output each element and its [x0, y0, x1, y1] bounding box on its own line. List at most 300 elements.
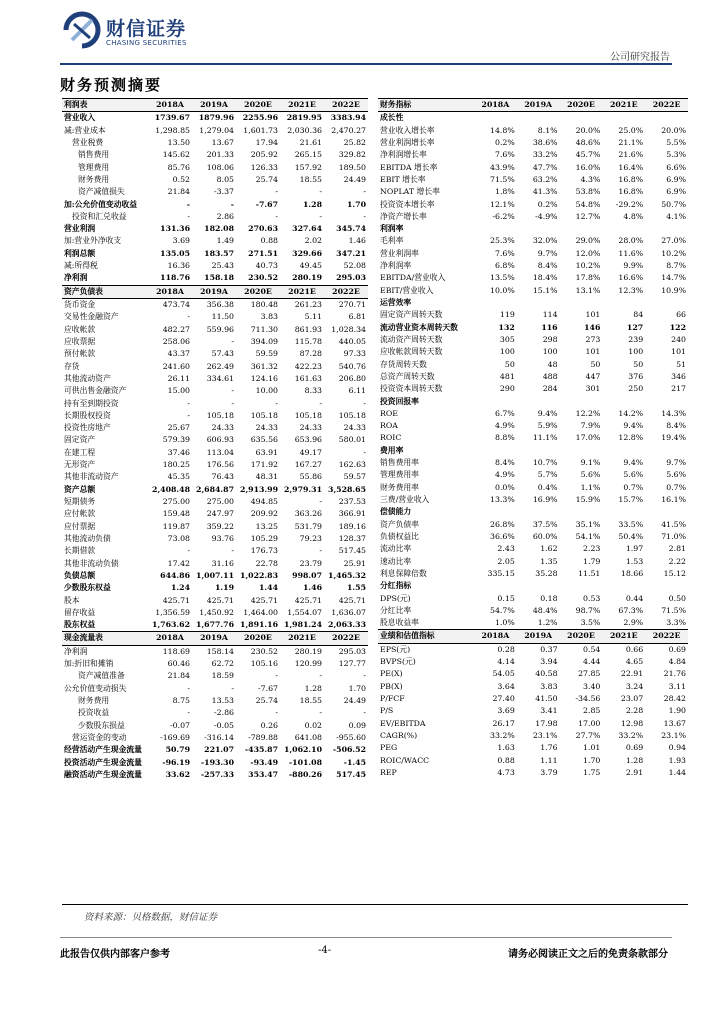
cell-value: 488 — [542, 371, 558, 381]
cell-value: - — [187, 708, 190, 718]
table-row — [62, 545, 368, 557]
cell-value: 33.5% — [618, 519, 644, 529]
row-label: 应收帐款 — [64, 324, 96, 334]
right-indicator-table — [378, 98, 688, 779]
cell-value — [560, 445, 603, 457]
cell-value: 157.92 — [294, 162, 322, 172]
cell-value: 2022E — [324, 632, 368, 645]
cell-value: 76.43 — [211, 472, 234, 482]
cell-value: 24.33 — [255, 423, 278, 433]
cell-value: -0.07 — [170, 720, 190, 730]
cell-value: 124.16 — [250, 373, 278, 383]
table-row — [62, 125, 368, 137]
cell-value: 295.03 — [338, 646, 366, 656]
cell-value: 295.03 — [336, 273, 366, 283]
cell-value: 27.0% — [661, 236, 686, 246]
cell-value: 1,636.07 — [331, 607, 366, 617]
row-label: 销售费用率 — [380, 458, 419, 468]
table-row — [62, 162, 368, 174]
cell-value: 425.71 — [162, 595, 190, 605]
cell-value: 531.79 — [294, 521, 322, 531]
cell-value: 114 — [542, 310, 558, 320]
cell-value — [645, 396, 688, 408]
cell-value: 25.3% — [490, 236, 515, 246]
cell-value: 49.45 — [299, 261, 322, 271]
cell-value: - — [275, 708, 278, 718]
cell-value: 482.27 — [162, 324, 190, 334]
cell-value: 24.33 — [299, 423, 322, 433]
cell-value: 2019A — [192, 99, 236, 112]
cell-value: 1.28 — [304, 683, 322, 693]
cell-value: 494.85 — [250, 497, 278, 506]
cell-value: -29.2% — [615, 199, 644, 209]
page-number: -4- — [318, 945, 332, 956]
cell-value: 59.59 — [255, 349, 278, 359]
row-label: ROA — [380, 421, 398, 431]
cell-value: 180.25 — [162, 460, 190, 470]
section-row — [378, 506, 688, 518]
cell-value: 49.17 — [299, 447, 322, 457]
table-row — [378, 186, 688, 198]
table-row — [378, 605, 688, 617]
cell-value — [474, 297, 517, 309]
cell-value: 3.3% — [666, 618, 686, 628]
cell-value: 18.66 — [620, 568, 644, 578]
cell-value: 6.8% — [494, 261, 515, 271]
cell-value: 3,528.65 — [328, 484, 366, 494]
cell-value: 23.1% — [661, 730, 686, 740]
cell-value: 305 — [499, 334, 515, 344]
cell-value: 7.6% — [494, 150, 515, 160]
row-label: EBITDA 增长率 — [380, 162, 438, 172]
cell-value: 376 — [628, 371, 644, 381]
cell-value: 101 — [585, 347, 601, 357]
cell-value — [517, 506, 560, 518]
table-row — [378, 334, 688, 346]
cell-value: -6.2% — [492, 211, 515, 221]
cell-value: 347.21 — [336, 248, 366, 258]
cell-value: 4.3% — [580, 174, 601, 184]
cell-value — [560, 506, 603, 518]
cell-value: - — [187, 211, 190, 221]
cell-value: 145.62 — [162, 150, 190, 160]
cell-value: 135.05 — [160, 248, 190, 258]
cell-value: 20.0% — [575, 125, 601, 135]
cell-value: 13.25 — [255, 521, 278, 531]
cell-value: 4.14 — [497, 657, 515, 667]
cell-value: -7.67 — [255, 199, 278, 209]
cell-value — [602, 297, 645, 309]
cell-value: 100 — [542, 347, 558, 357]
cell-value: 18.55 — [299, 696, 322, 705]
cell-value: 861.93 — [294, 324, 322, 334]
cell-value: 2.23 — [583, 544, 601, 554]
cell-value: -4.9% — [535, 211, 558, 221]
cell-value: 1.01 — [583, 743, 601, 753]
cell-value: 559.96 — [206, 324, 234, 334]
cell-value: 1.28 — [625, 755, 644, 765]
table-row — [62, 199, 368, 211]
cell-value: 258.06 — [162, 336, 190, 346]
row-label: 财务费用 — [78, 696, 110, 705]
cell-value: -169.69 — [160, 732, 190, 742]
cell-value: 0.50 — [668, 593, 686, 603]
cell-value: 0.2% — [537, 199, 558, 209]
cell-value: 18.55 — [299, 174, 322, 184]
cell-value: 105.18 — [250, 410, 278, 420]
cell-value: 25.0% — [618, 125, 644, 135]
cell-value: 2.22 — [668, 556, 686, 566]
cell-value: 580.01 — [338, 435, 366, 445]
cell-value: 13.67 — [211, 137, 234, 147]
cell-value: -789.88 — [248, 732, 278, 742]
cell-value: 3.83 — [260, 312, 278, 322]
cell-value — [602, 506, 645, 518]
cell-value: 0.88 — [497, 755, 515, 765]
cell-value: 162.63 — [338, 460, 366, 470]
cell-value: 0.09 — [348, 720, 366, 730]
cell-value: 1,677.76 — [196, 620, 234, 630]
cell-value: 5.6% — [666, 470, 686, 480]
table-row — [62, 422, 368, 434]
table-row — [62, 348, 368, 360]
cell-value — [474, 223, 517, 235]
row-label: 分红指标 — [380, 581, 412, 591]
cell-value: 15.1% — [532, 285, 558, 295]
cell-value: 1.49 — [216, 236, 234, 246]
row-label: 投资活动产生现金流量 — [64, 757, 142, 767]
table-row — [62, 223, 368, 235]
row-label: 可供出售金融资产 — [64, 386, 127, 396]
cell-value: 1,279.04 — [199, 125, 234, 135]
cell-value: -0.05 — [214, 720, 234, 730]
row-label: 投资资本周转天数 — [380, 384, 443, 394]
cell-value — [474, 445, 517, 457]
section-row — [378, 112, 688, 125]
cell-value: 67.3% — [618, 605, 644, 615]
cell-value: 0.52 — [172, 174, 190, 184]
cell-value: 8.75 — [172, 696, 190, 705]
cell-value: 101 — [585, 310, 601, 320]
cell-value: - — [319, 398, 322, 408]
cell-value: 644.86 — [160, 570, 190, 580]
cell-value: 4.44 — [583, 657, 601, 667]
cell-value: 52.08 — [343, 261, 366, 271]
cell-value: 28.42 — [663, 694, 686, 703]
cell-value: 24.49 — [343, 696, 366, 705]
cell-value: - — [275, 671, 278, 681]
cell-value: 1.11 — [540, 755, 558, 765]
cell-value: - — [231, 398, 234, 408]
cell-value: 1,450.92 — [199, 607, 234, 617]
cell-value: 43.9% — [490, 162, 515, 172]
row-label: 留存收益 — [64, 607, 96, 617]
table-row — [378, 742, 688, 754]
cell-value: 16.0% — [575, 162, 601, 172]
row-label: 流动营业资本周转天数 — [380, 322, 458, 332]
cell-value: 63.91 — [255, 447, 278, 457]
cell-value: -101.08 — [288, 757, 322, 767]
cell-value: 641.08 — [294, 732, 322, 742]
cell-value: 11.6% — [618, 248, 644, 258]
row-label: 股息收益率 — [380, 618, 419, 628]
cell-value: - — [363, 708, 366, 718]
cell-value: 3383.94 — [330, 113, 366, 123]
cell-value: 2018A — [148, 632, 192, 645]
cell-value: 113.04 — [206, 447, 234, 457]
cell-value: -1.45 — [343, 757, 366, 767]
cell-value: 23.07 — [620, 694, 644, 703]
cell-value: 6.81 — [348, 312, 366, 322]
cell-value — [602, 223, 645, 235]
row-label: 其他非流动资产 — [64, 472, 119, 482]
cell-value: 0.02 — [304, 720, 322, 730]
cell-value: 40.58 — [535, 669, 558, 679]
table-header-row — [378, 99, 688, 112]
cell-value: 13.67 — [663, 718, 686, 728]
report-type-label: 公司研究报告 — [610, 52, 670, 63]
cell-value: 15.7% — [618, 495, 644, 504]
cell-value: 171.92 — [250, 460, 278, 470]
cell-value: 8.4% — [666, 421, 686, 431]
row-label: REP — [380, 767, 397, 777]
cell-value: 1.79 — [583, 556, 601, 566]
cell-value: 280.19 — [294, 646, 322, 656]
table-header-row — [62, 99, 368, 112]
cell-value: 0.66 — [625, 644, 644, 654]
row-label: 预付帐款 — [64, 349, 96, 359]
row-label: 现金流量表 — [62, 632, 148, 645]
cell-value: 12.2% — [575, 408, 601, 418]
cell-value: 38.6% — [532, 137, 558, 147]
cell-value: 17.00 — [578, 718, 601, 728]
row-label: EBIT 增长率 — [380, 174, 426, 184]
cell-value: 425.71 — [338, 595, 366, 605]
table-header-row — [62, 285, 368, 298]
row-label: 投资回报率 — [380, 396, 419, 406]
cell-value: 4.65 — [625, 657, 644, 667]
cell-value: 9.4% — [623, 458, 644, 468]
row-label: 加:营业外净收支 — [64, 236, 122, 246]
table-row — [62, 186, 368, 198]
row-label: 应收帐款周转天数 — [380, 347, 443, 357]
cell-value: 301 — [585, 384, 601, 394]
row-label: CAGR(%) — [380, 730, 418, 740]
table-row — [378, 656, 688, 668]
cell-value: 37.5% — [532, 519, 558, 529]
cell-value: 87.28 — [299, 349, 322, 359]
cell-value: 14.2% — [618, 408, 644, 418]
row-label: 应收票据 — [64, 336, 96, 346]
row-label: 净利润 — [64, 646, 88, 656]
cell-value: - — [319, 708, 322, 718]
cell-value: 270.63 — [248, 224, 278, 234]
cell-value: 35.28 — [535, 568, 558, 578]
cell-value: 119.87 — [162, 521, 190, 531]
footer-disclaimer-right: 请务必阅读正文之后的免责条款部分 — [508, 949, 668, 960]
table-row — [62, 508, 368, 520]
cell-value: 356.38 — [206, 300, 234, 309]
cell-value: 517.45 — [338, 546, 366, 556]
cell-value: 23.79 — [299, 558, 322, 568]
cell-value: 653.96 — [294, 435, 322, 445]
table-row — [62, 398, 368, 410]
cell-value: 10.00 — [255, 386, 278, 396]
cell-value: 473.74 — [162, 300, 190, 309]
row-label: 加:公允价值变动收益 — [64, 199, 138, 209]
cell-value: 8.4% — [494, 458, 515, 468]
cell-value: 21.84 — [167, 671, 190, 681]
cell-value — [474, 396, 517, 408]
table-row — [378, 531, 688, 543]
cell-value: 21.76 — [663, 669, 686, 679]
cell-value: 105.18 — [338, 410, 366, 420]
table-row — [378, 457, 688, 469]
cell-value: 2018A — [474, 630, 517, 643]
cell-value: 48.31 — [255, 472, 278, 482]
cell-value: 711.30 — [250, 324, 278, 334]
cell-value: - — [187, 312, 190, 322]
row-label: 净利润 — [64, 273, 88, 283]
table-row — [62, 533, 368, 545]
row-label: 利息保障倍数 — [380, 568, 427, 578]
cell-value: 237.53 — [338, 497, 366, 506]
cell-value: 1.97 — [625, 544, 644, 554]
row-label: 成长性 — [380, 113, 404, 123]
row-label: DPS(元) — [380, 593, 411, 603]
cell-value: 998.07 — [292, 570, 322, 580]
row-label: 投资性房地产 — [64, 423, 111, 433]
cell-value: -3.37 — [214, 187, 234, 197]
table-row — [62, 447, 368, 459]
cell-value: 8.05 — [216, 174, 234, 184]
cell-value: 329.82 — [338, 150, 366, 160]
table-row — [378, 767, 688, 779]
cell-value: 71.5% — [490, 174, 515, 184]
cell-value: 0.4% — [537, 482, 558, 492]
row-label: 投资和汇兑收益 — [72, 211, 127, 221]
section-row — [378, 396, 688, 408]
cell-value: 33.2% — [618, 730, 644, 740]
cell-value: 132 — [498, 322, 515, 332]
cell-value: 2022E — [645, 99, 688, 112]
table-row — [62, 385, 368, 397]
row-label: BVPS(元) — [380, 657, 416, 667]
cell-value: 12.98 — [620, 718, 644, 728]
cell-value: - — [319, 211, 322, 221]
cell-value: 0.54 — [583, 644, 601, 654]
cell-value: 0.94 — [668, 743, 686, 753]
cell-value: 4.1% — [666, 211, 686, 221]
cell-value: 8.7% — [666, 261, 686, 271]
page-header — [0, 0, 724, 70]
cell-value: - — [319, 497, 322, 506]
cell-value: 1.46 — [303, 583, 322, 593]
cell-value: 2020E — [560, 630, 603, 643]
cell-value: 284 — [542, 384, 558, 394]
row-label: 营业收入 — [64, 113, 96, 123]
section-row — [378, 580, 688, 592]
cell-value: 1,891.16 — [240, 620, 278, 630]
cell-value: 0.28 — [497, 644, 515, 654]
cell-value — [474, 112, 517, 125]
cell-value: 440.05 — [338, 336, 366, 346]
cell-value: 13.1% — [575, 285, 601, 295]
cell-value — [602, 445, 645, 457]
cell-value: 1.70 — [348, 683, 366, 693]
cell-value: - — [363, 211, 366, 221]
table-row — [378, 681, 688, 693]
cell-value: 3.83 — [540, 681, 558, 691]
cell-value: 41.5% — [661, 519, 686, 529]
cell-value: 239 — [628, 334, 644, 344]
logo-mark-icon — [62, 10, 102, 50]
cell-value: 54.05 — [492, 669, 515, 679]
cell-value: 334.61 — [206, 373, 234, 383]
table-row — [62, 336, 368, 348]
row-label: 无形资产 — [64, 460, 96, 470]
row-label: 流动资产周转天数 — [380, 334, 443, 344]
cell-value: 3.5% — [580, 618, 601, 628]
table-row — [378, 371, 688, 383]
cell-value: 327.64 — [292, 224, 322, 234]
cell-value — [602, 396, 645, 408]
section-row — [378, 297, 688, 309]
cell-value: 5.6% — [623, 470, 644, 480]
table-row — [378, 693, 688, 705]
row-label: 销售费用 — [78, 150, 110, 160]
row-label: 营业收入增长率 — [380, 125, 435, 135]
cell-value: 93.76 — [211, 533, 234, 543]
cell-value: 54.8% — [575, 199, 601, 209]
table-row — [378, 346, 688, 358]
table-row — [378, 730, 688, 742]
row-label: P/FCF — [380, 694, 405, 703]
cell-value: 1.44 — [668, 767, 686, 777]
cell-value: 48 — [547, 359, 558, 369]
table-row — [378, 125, 688, 137]
table-row — [378, 718, 688, 730]
cell-value: 10.7% — [532, 458, 558, 468]
cell-value: 176.56 — [206, 460, 234, 470]
cell-value: 1.62 — [540, 544, 558, 554]
cell-value — [517, 445, 560, 457]
row-label: 利润总额 — [64, 248, 96, 258]
table-row — [378, 174, 688, 186]
cell-value: 26.17 — [492, 718, 515, 728]
cell-value: 2,684.87 — [196, 484, 234, 494]
table-row — [378, 211, 688, 223]
cell-value: - — [363, 187, 366, 197]
cell-value: 53.8% — [575, 187, 601, 197]
table-row — [62, 720, 368, 732]
cell-value: 176.73 — [250, 546, 278, 556]
row-label: 资产负债率 — [380, 519, 419, 529]
cell-value: 25.91 — [343, 558, 366, 568]
row-label: P/S — [380, 706, 394, 716]
cell-value: 73.08 — [167, 533, 190, 543]
table-row — [62, 496, 368, 508]
page-title: 财务预测摘要 — [60, 76, 163, 94]
cell-value: 18.59 — [211, 671, 234, 681]
table-header-row — [378, 630, 688, 643]
table-row — [62, 434, 368, 446]
cell-value: 2020E — [236, 632, 280, 645]
table-row — [62, 324, 368, 336]
cell-value: 50 — [590, 359, 601, 369]
cell-value: 447 — [585, 371, 601, 381]
cell-value: - — [187, 546, 190, 556]
